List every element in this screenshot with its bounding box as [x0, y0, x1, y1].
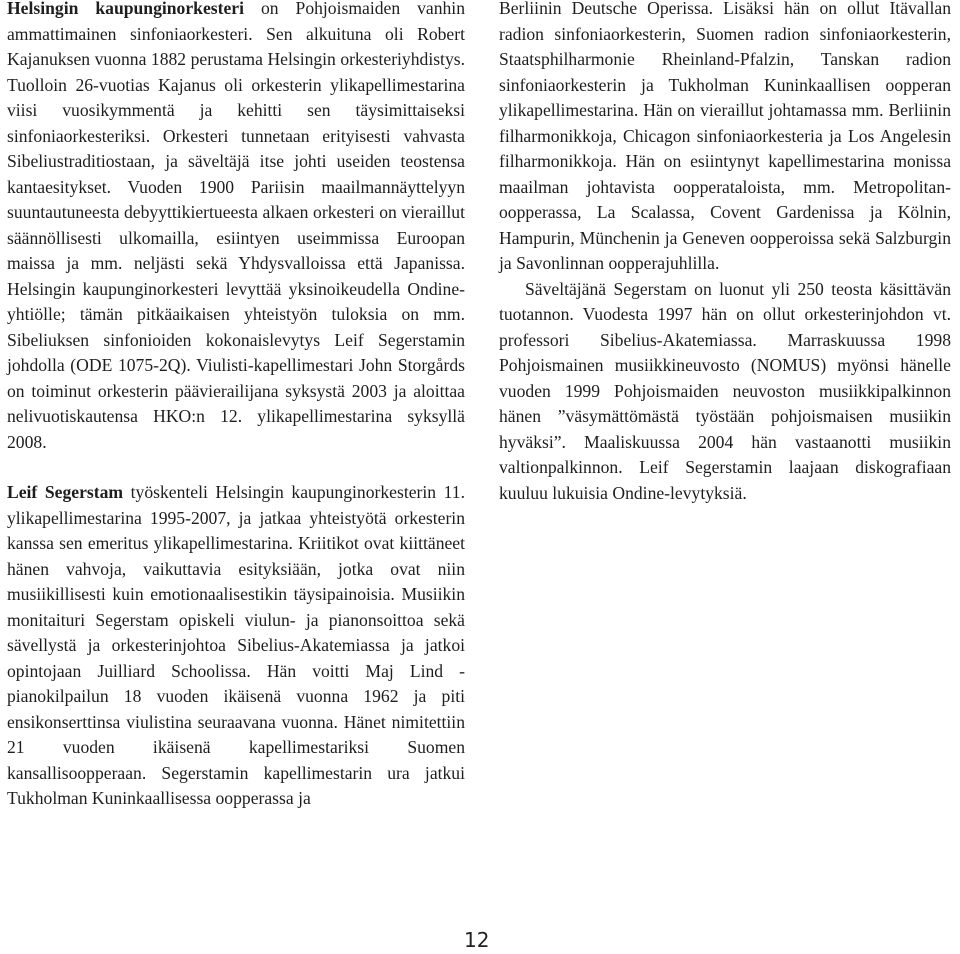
segerstam-name: Leif Segerstam [7, 482, 124, 502]
page-number: 12 [464, 928, 490, 952]
career-paragraph: Berliinin Deutsche Operissa. Lisäksi hän on ollut Itävallan radion sinfoniaorkesterin, Suomen radion sinfoniaorkesterin, Staatsphilharmonie Rheinland-Pfalzin, Tanskan radion sinfoniaorkesterin ja Tukholman Kuninkaallisen oopperan ylikapellimestarina. Hän on vieraillut johtamassa mm. Berliinin filharmonikkoja, Chicagon sinfoniaorkesteria ja Los Angelesin filharmonikkoja. Hän on esiintynyt kapellimestarina monissa maailman johtavista oopperataloista, mm. Metropolitan-oopperassa, La Scalassa, Covent Gardenissa ja Kölnin, Hampurin, Münchenin ja Geneven oopperoissa sekä Salzburgin ja Savonlinnan oopperajuhlilla. [499, 0, 951, 273]
right-column [499, 0, 951, 506]
orchestra-paragraph [7, 0, 465, 455]
left-column [7, 0, 465, 812]
segerstam-text: työskenteli Helsingin kaupunginorkesterin 11. ylikapellimestarina 1995-2007, ja jatkaa yhteistyötä orkesterin kanssa sen emeritus ylikapellimestarina. Kriitikot ovat kiittäneet hänen vahvoja, vaikuttavia esityksiään, jotka ovat niin musiikillisesti kuin emotionaalisestikin täysipainoisia. Musiikin monitaituri Segerstam opiskeli viulun- ja pianonsoittoa sekä sävellystä ja orkesterinjohtoa Sibelius-Akatemiassa ja jatkoi opintojaan Juilliard Schoolissa. Hän voitti Maj Lind -pianokilpailun 18 vuoden ikäisenä vuonna 1962 ja piti ensikonserttinsa viulistina seuraavana vuonna. Hänet nimitettiin 21 vuoden ikäisenä kapellimestariksi Suomen kansallisoopperaan. Segerstamin kapellimestarin ura jatkui Tukholman Kuninkaallisessa oopperassa ja [7, 482, 465, 808]
segerstam-paragraph [7, 480, 465, 812]
orchestra-text: on Pohjoismaiden vanhin ammattimainen sinfoniaorkesteri. Sen alkuituna oli Robert Kajanuksen vuonna 1882 perustama Helsingin orkesteriyhdistys. Tuolloin 26-vuotias Kajanus oli orkesterin ylikapellimestarina viisi vuosikymmentä ja kehitti sen täysimittaiseksi sinfoniaorkesteriksi. Orkesteri tunnetaan erityisesti vahvasta Sibeliustraditiostaan, ja säveltäjä itse johti useiden teostensa kantaesitykset. Vuoden 1900 Pariisin maailmannäyttelyyn suuntautuneesta debyyttikiertueesta alkaen orkesteri on vieraillut säännöllisesti ulkomailla, esiintyen useimmissa Euroopan maissa ja mm. neljästi sekä Yhdysvalloissa että Japanissa. Helsingin kaupunginorkesteri levyttää yksinoikeudella Ondine-yhtiölle; tämän pitkäaikaisen yhteistyön tuloksia on mm. Sibeliuksen sinfonioiden kokonaislevytys Leif Segerstamin johdolla (ODE 1075-2Q). Viulisti-kapellimestari John Storgårds on toiminut orkesterin päävierailijana syksystä 2003 ja aloittaa nelivuotiskautensa HKO:n 12. ylikapellimestarina syksyllä 2008. [7, 0, 465, 452]
composer-paragraph: Säveltäjänä Segerstam on luonut yli 250 teosta käsittävän tuotannon. Vuodesta 1997 hän on ollut orkesterinjohdon vt. professori Sibelius-Akatemiassa. Marraskuussa 1998 Pohjoismainen musiikkineuvosto (NOMUS) myönsi hänelle vuoden 1999 Pohjoismaiden neuvoston musiikkipalkinnon hänen ”väsymättömästä työstään pohjoismaisen musiikin hyväksi”. Maaliskuussa 2004 hän vastaanotti musiikin valtionpalkinnon. Leif Segerstamin laajaan diskografiaan kuuluu lukuisia Ondine-levytyksiä. [499, 278, 951, 503]
orchestra-name: Helsingin kaupunginorkesteri [7, 0, 244, 18]
paragraph-gap [7, 455, 465, 480]
